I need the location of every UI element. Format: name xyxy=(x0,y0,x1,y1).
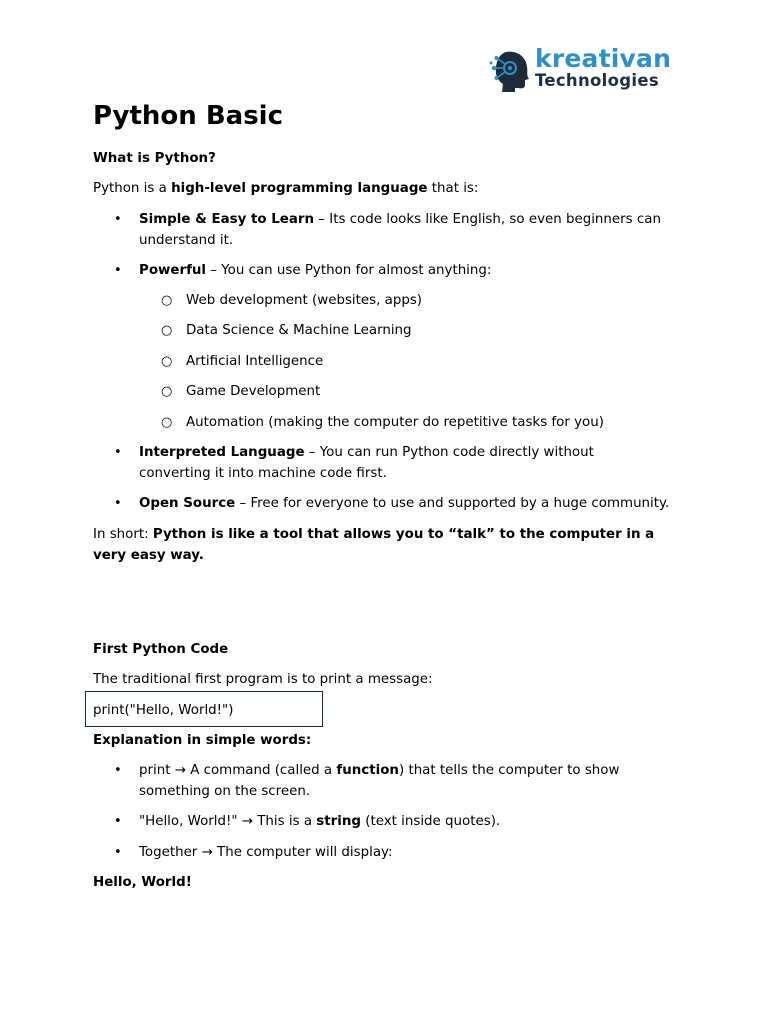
explanation-pre: Together → The computer will display: xyxy=(139,845,393,860)
code-intro: The traditional first program is to print a message: xyxy=(93,672,433,687)
explanation-bold: string xyxy=(316,814,361,829)
sub-bullet-marker: ○ xyxy=(161,323,173,338)
list-item-text: – You can run Python code directly without converting it into machine code first. xyxy=(139,445,594,481)
bullet-marker: • xyxy=(114,763,122,778)
bullet-marker: • xyxy=(114,814,122,829)
list-item-interpreted xyxy=(139,442,669,484)
list-item-bold: Simple & Easy to Learn xyxy=(139,212,315,227)
list-item-bold: Powerful xyxy=(139,263,207,278)
intro-paragraph xyxy=(93,178,478,199)
summary-bold: Python is like a tool that allows you to “talk” to the computer in a very easy way. xyxy=(93,527,655,563)
intro-bold: high-level programming language xyxy=(171,181,428,196)
section-heading-first-code xyxy=(93,639,228,660)
explanation-post: (text inside quotes). xyxy=(360,814,501,829)
explanation-item-string xyxy=(139,811,500,832)
output-text xyxy=(93,872,192,893)
page-title: Python Basic xyxy=(93,101,284,131)
code-snippet: print("Hello, World!") xyxy=(93,703,234,718)
head-circuit-icon xyxy=(488,48,532,92)
sub-bullet-marker: ○ xyxy=(161,354,173,369)
summary-pre: In short: xyxy=(93,527,153,542)
logo-word-technologies: Technologies xyxy=(535,71,659,90)
sub-list-item: Automation (making the computer do repetitive tasks for you) xyxy=(186,415,604,430)
bullet-marker: • xyxy=(114,212,122,227)
sub-list-item: Web development (websites, apps) xyxy=(186,293,423,308)
explanation-pre: print → A command (called a xyxy=(139,763,337,778)
explanation-post: ) that tells the computer to show something on the screen. xyxy=(139,763,620,799)
sub-bullet-marker: ○ xyxy=(161,415,173,430)
intro-post: that is: xyxy=(427,181,479,196)
list-item-text: – Free for everyone to use and supported by a huge community. xyxy=(235,496,670,511)
summary-paragraph xyxy=(93,524,678,566)
list-item-powerful xyxy=(139,260,491,281)
sub-list-item: Data Science & Machine Learning xyxy=(186,323,412,338)
output-bold: Hello, World! xyxy=(93,875,192,890)
bullet-marker: • xyxy=(114,845,122,860)
bullet-marker: • xyxy=(114,445,122,460)
section-heading-what-is-python xyxy=(93,148,216,169)
sub-bullet-marker: ○ xyxy=(161,384,173,399)
explanation-heading xyxy=(93,730,311,751)
logo-word-kreativan: kreativan xyxy=(535,44,672,73)
company-logo xyxy=(488,46,674,94)
explanation-item-print xyxy=(139,760,639,802)
heading-text: First Python Code xyxy=(93,642,229,657)
list-item-text: – Its code looks like English, so even beginners can understand it. xyxy=(139,212,661,248)
explanation-bold: function xyxy=(336,763,399,778)
sub-bullet-marker: ○ xyxy=(161,293,173,308)
explanation-pre: "Hello, World!" → This is a xyxy=(139,814,317,829)
bullet-marker: • xyxy=(114,263,122,278)
sub-list-item: Artificial Intelligence xyxy=(186,354,324,369)
explanation-item-together xyxy=(139,842,393,863)
bullet-marker: • xyxy=(114,496,122,511)
list-item-simple xyxy=(139,209,669,251)
list-item-bold: Interpreted Language xyxy=(139,445,305,460)
heading-text: Explanation in simple words: xyxy=(93,733,312,748)
list-item-open-source xyxy=(139,493,669,514)
intro-pre: Python is a xyxy=(93,181,172,196)
sub-list-item: Game Development xyxy=(186,384,321,399)
list-item-text: – You can use Python for almost anything: xyxy=(206,263,492,278)
heading-text: What is Python? xyxy=(93,151,216,166)
list-item-bold: Open Source xyxy=(139,496,236,511)
